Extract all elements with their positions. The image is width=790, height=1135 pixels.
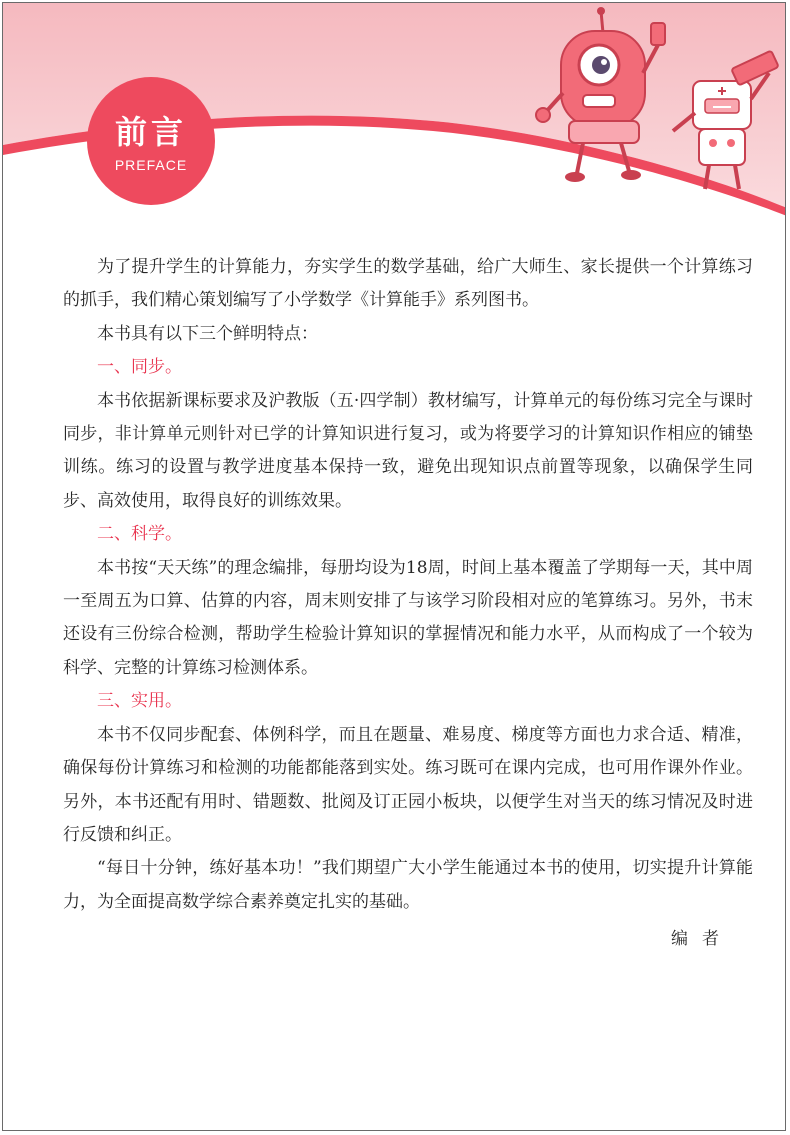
- section-text-science: 本书按“天天练”的理念编排，每册均设为18周，时间上基本覆盖了学期每一天，其中周一至周五为口算、估算的内容，周末则安排了与该学习阶段相对应的笔算练习。另外，书末还设有三份综合检测，帮助学生检验计算知识的掌握情况和能力水平，从而构成了一个较为科学、完整的计算练习检测体系。: [63, 557, 753, 678]
- section-text-sync: 本书依据新课标要求及沪教版（五·四学制）教材编写，计算单元的每份练习完全与课时同步，非计算单元则针对已学的计算知识进行复习，或为将要学习的计算知识作相应的铺垫训练。练习的设置与教学进度基本保持一致，避免出现知识点前置等现象，以确保学生同步、高效使用，取得良好的训练效果。: [63, 390, 753, 511]
- white-robot-icon: [673, 51, 779, 189]
- preface-badge: [87, 77, 215, 205]
- page-title: 前言: [114, 113, 187, 151]
- closing-paragraph: “每日十分钟，练好基本功！”我们期望广大小学生能通过本书的使用，切实提升计算能力，为全面提高数学综合素养奠定扎实的基础。: [63, 858, 753, 912]
- preface-body: [63, 251, 753, 957]
- cartoon-robots-icon: [533, 3, 786, 218]
- features-intro: 本书具有以下三个鲜明特点：: [97, 323, 318, 344]
- page-frame: [2, 2, 786, 1131]
- section-heading-science: 二、科学。: [97, 524, 182, 545]
- intro-paragraph: 为了提升学生的计算能力，夯实学生的数学基础，给广大师生、家长提供一个计算练习的抓手，我们精心策划编写了小学数学《计算能手》系列图书。: [63, 257, 753, 311]
- section-heading-sync: 一、同步。: [97, 357, 182, 378]
- section-heading-practical: 三、实用。: [97, 691, 182, 712]
- page-subtitle: PREFACE: [114, 157, 188, 173]
- red-robot-icon: [536, 7, 665, 182]
- signature: 编者: [671, 929, 733, 950]
- section-text-practical: 本书不仅同步配套、体例科学，而且在题量、难易度、梯度等方面也力求合适、精准，确保每份计算练习和检测的功能都能落到实处。练习既可在课内完成，也可用作课外作业。另外，本书还配有用时、错题数、批阅及订正园小板块，以便学生对当天的练习情况及时进行反馈和纠正。: [63, 724, 753, 845]
